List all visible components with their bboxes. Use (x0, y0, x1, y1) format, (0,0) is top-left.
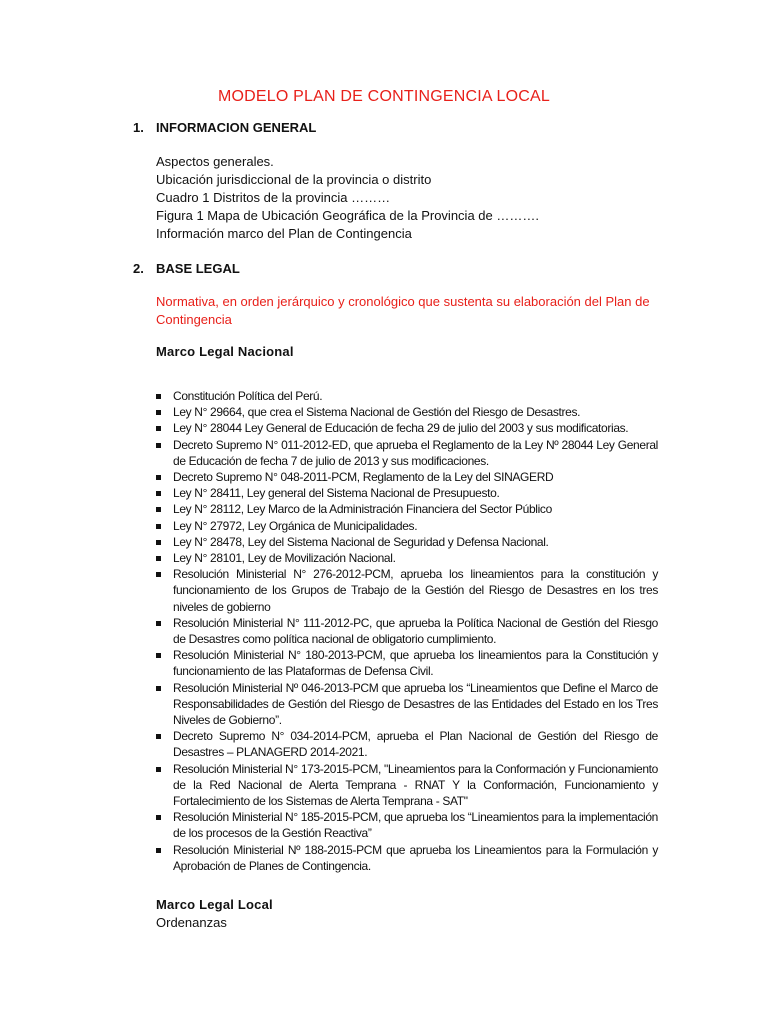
legal-list-item (156, 404, 658, 420)
legal-list-item (156, 420, 658, 436)
legal-list-item (156, 388, 658, 404)
square-bullet-icon (156, 524, 161, 529)
legal-list-item (156, 761, 658, 810)
legal-item-text: Resolución Ministerial N° 173-2015-PCM, "Lineamientos para la Conformación y Funcionamiento de la Red Nacional de Alerta Temprana - RNAT Y la Conformación, Funcionamiento y Fortalecimiento de los Sistemas de Alerta Temprana - SAT" (173, 761, 658, 809)
normativa-note: Normativa, en orden jerárquico y cronológico que sustenta su elaboración del Plan de Contingencia (156, 294, 650, 327)
section-heading-base-legal (133, 261, 240, 276)
informacion-general-list (156, 153, 539, 243)
legal-item-text: Decreto Supremo N° 048-2011-PCM, Reglamento de la Ley del SINAGERD (173, 470, 554, 485)
legal-list-item (156, 485, 658, 501)
square-bullet-icon (156, 410, 161, 415)
legal-item-text: Ley N° 27972, Ley Orgánica de Municipalidades. (173, 518, 418, 533)
legal-list-item (156, 842, 658, 874)
square-bullet-icon (156, 686, 161, 691)
square-bullet-icon (156, 507, 161, 512)
legal-item-text: Decreto Supremo N° 011-2012-ED, que aprueba el Reglamento de la Ley Nº 28044 Ley General de Educación de fecha 7 de julio de 2013 y sus modificaciones. (173, 437, 658, 468)
legal-item-text: Resolución Ministerial N° 180-2013-PCM, que aprueba los lineamientos para la Constitución y funcionamiento de las Plataformas de Defensa Civil. (173, 648, 658, 679)
document-title: MODELO PLAN DE CONTINGENCIA LOCAL (217, 88, 550, 105)
info-item: Información marco del Plan de Contingencia (156, 226, 412, 241)
info-item: Aspectos generales. (156, 154, 274, 169)
marco-legal-local-heading: Marco Legal Local (156, 897, 273, 912)
square-bullet-icon (156, 475, 161, 480)
legal-list-item (156, 534, 658, 550)
section-number: 2. (133, 261, 144, 276)
section-title: INFORMACION GENERAL (156, 120, 317, 135)
square-bullet-icon (156, 572, 161, 577)
legal-list-item (156, 680, 658, 729)
square-bullet-icon (156, 621, 161, 626)
marco-legal-nacional-list (156, 388, 658, 874)
info-item: Figura 1 Mapa de Ubicación Geográfica de la Provincia de ………. (156, 208, 539, 223)
legal-item-text: Resolución Ministerial Nº 046-2013-PCM que aprueba los “Lineamientos que Define el Marco de Responsabilidades de Gestión del Riesgo de Desastres de las Entidades del Estado en los Tres Niveles de Gobierno”. (173, 680, 658, 728)
legal-item-text: Resolución Ministerial N° 111-2012-PC, que aprueba la Política Nacional de Gestión del Riesgo de Desastres como política nacional de obligatorio cumplimiento. (173, 615, 658, 647)
legal-item-text: Ley N° 28478, Ley del Sistema Nacional de Seguridad y Defensa Nacional. (173, 534, 549, 549)
section-heading-informacion-general (133, 120, 316, 135)
square-bullet-icon (156, 426, 161, 431)
square-bullet-icon (156, 653, 161, 658)
info-item: Ubicación jurisdiccional de la provincia o distrito (156, 172, 432, 187)
legal-item-text: Decreto Supremo N° 034-2014-PCM, aprueba el Plan Nacional de Gestión del Riesgo de Desastres – PLANAGERD 2014-2021. (173, 729, 658, 760)
legal-list-item (156, 615, 658, 647)
square-bullet-icon (156, 394, 161, 399)
legal-list-item (156, 566, 658, 615)
legal-item-text: Ley N° 28101, Ley de Movilización Nacional. (173, 551, 396, 566)
square-bullet-icon (156, 443, 161, 448)
legal-list-item (156, 518, 658, 534)
legal-item-text: Constitución Política del Perú. (173, 389, 323, 403)
legal-list-item (156, 550, 658, 566)
square-bullet-icon (156, 540, 161, 545)
ordenanzas-item: Ordenanzas (156, 915, 227, 930)
legal-item-text: Ley N° 28044 Ley General de Educación de fecha 29 de julio del 2003 y sus modificatorias. (173, 421, 629, 436)
legal-item-text: Resolución Ministerial N° 276-2012-PCM, aprueba los lineamientos para la constitución y funcionamiento de los Grupos de Trabajo de la Gestión del Riesgo de Desastres en los tres niveles de gobierno (173, 567, 658, 614)
square-bullet-icon (156, 848, 161, 853)
legal-list-item (156, 809, 658, 841)
square-bullet-icon (156, 734, 161, 739)
square-bullet-icon (156, 556, 161, 561)
legal-item-text: Resolución Ministerial N° 185-2015-PCM, que aprueba los “Lineamientos para la implementación de los procesos de la Gestión Reactiva” (173, 810, 658, 841)
legal-list-item (156, 501, 658, 517)
legal-list-item (156, 469, 658, 485)
legal-item-text: Resolución Ministerial Nº 188-2015-PCM que aprueba los Lineamientos para la Formulación y Aprobación de Planes de Contingencia. (173, 842, 658, 873)
marco-legal-nacional-heading: Marco Legal Nacional (156, 344, 294, 359)
legal-item-text: Ley N° 29664, que crea el Sistema Nacional de Gestión del Riesgo de Desastres. (173, 405, 581, 420)
legal-list-item (156, 437, 658, 469)
square-bullet-icon (156, 491, 161, 496)
section-number: 1. (133, 120, 144, 135)
section-title: BASE LEGAL (156, 261, 240, 276)
legal-item-text: Ley N° 28112, Ley Marco de la Administración Financiera del Sector Público (173, 502, 552, 517)
square-bullet-icon (156, 815, 161, 820)
legal-list-item (156, 728, 658, 760)
square-bullet-icon (156, 767, 161, 772)
legal-list-item (156, 647, 658, 679)
legal-item-text: Ley N° 28411, Ley general del Sistema Nacional de Presupuesto. (173, 486, 500, 501)
info-item: Cuadro 1 Distritos de la provincia ……… (156, 190, 391, 205)
